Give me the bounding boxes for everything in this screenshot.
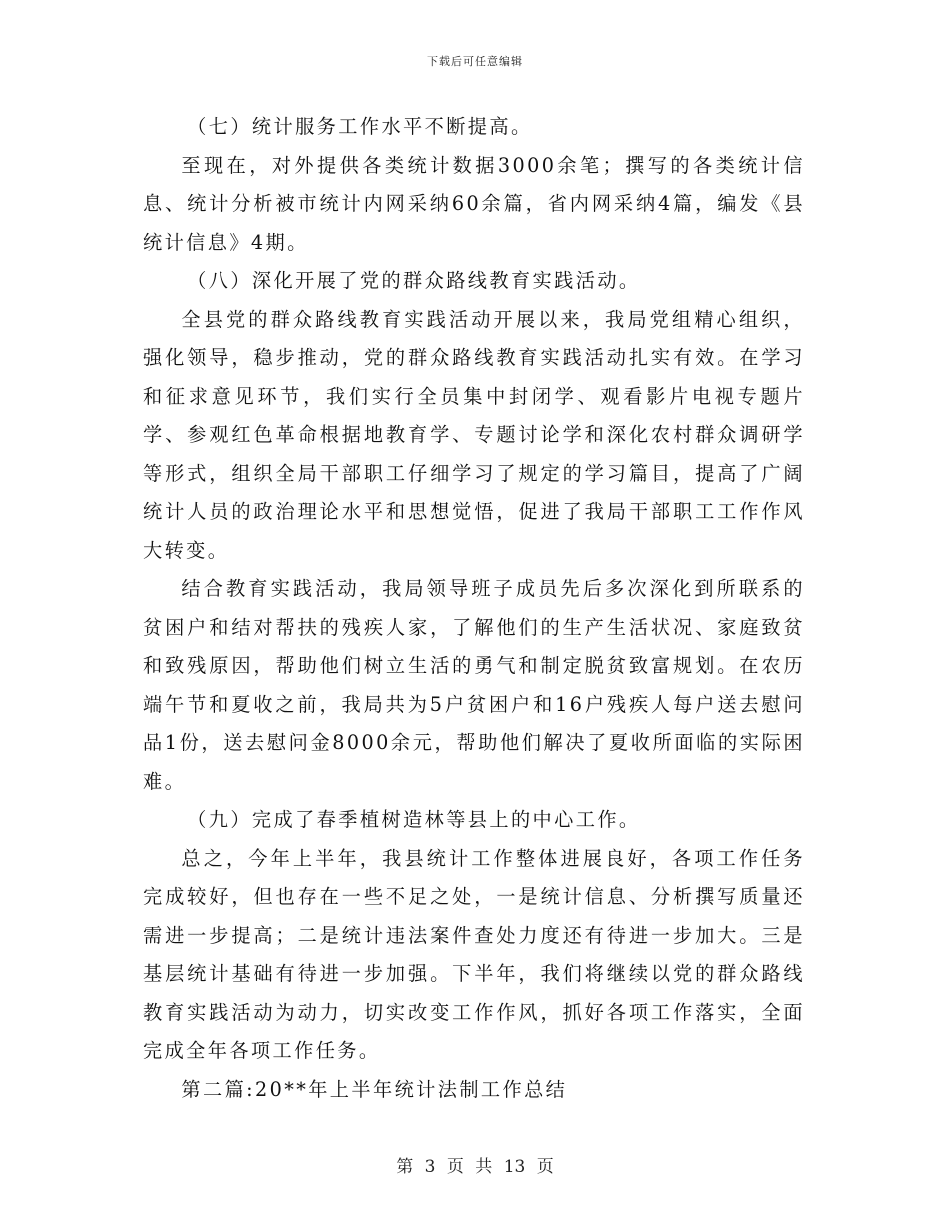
section-heading-9: （九）完成了春季植树造林等县上的中心工作。 xyxy=(187,808,641,831)
document-body xyxy=(143,108,805,1109)
body-paragraph: 结合教育实践活动，我局领导班子成员先后多次深化到所联系的贫困户和结对帮扶的残疾人家，了解他们的生产生活状况、家庭致贫和致残原因，帮助他们树立生活的勇气和制定脱贫致富规划。在农历端午节和夏收之前，我局共为5户贫困户和16户残疾人每户送去慰问品1份，送去慰问金8000余元，帮助他们解决了夏收所面临的实际困难。 xyxy=(143,577,805,793)
body-paragraph: 全县党的群众路线教育实践活动开展以来，我局党组精心组织，强化领导，稳步推动，党的群众路线教育实践活动扎实有效。在学习和征求意见环节，我们实行全员集中封闭学、观看影片电视专题片学、参观红色革命根据地教育学、专题讨论学和深化农村群众调研学等形式，组织全局干部职工仔细学习了规定的学习篇目，提高了广阔统计人员的政治理论水平和思想觉悟，促进了我局干部职工工作作风大转变。 xyxy=(143,307,805,562)
next-article-title: 第二篇:20**年上半年统计法制工作总结 xyxy=(181,1077,568,1101)
section-heading-7: （七）统计服务工作水平不断提高。 xyxy=(187,115,533,138)
section-heading-8: （八）深化开展了党的群众路线教育实践活动。 xyxy=(187,269,641,292)
page-number-footer: 第 3 页 共 13 页 xyxy=(396,1157,554,1177)
body-paragraph: 总之，今年上半年，我县统计工作整体进展良好，各项工作任务完成较好，但也存在一些不足之处，一是统计信息、分析撰写质量还需进一步提高；二是统计违法案件查处力度还有待进一步加大。三是基层统计基础有待进一步加强。下半年，我们将继续以党的群众路线教育实践活动为动力，切实改变工作作风，抓好各项工作落实，全面完成全年各项工作任务。 xyxy=(143,846,805,1062)
body-paragraph: 至现在，对外提供各类统计数据3000余笔；撰写的各类统计信息、统计分析被市统计内网采纳60余篇，省内网采纳4篇，编发《县统计信息》4期。 xyxy=(143,153,805,254)
page-header: 下载后可任意编辑 xyxy=(427,55,523,68)
